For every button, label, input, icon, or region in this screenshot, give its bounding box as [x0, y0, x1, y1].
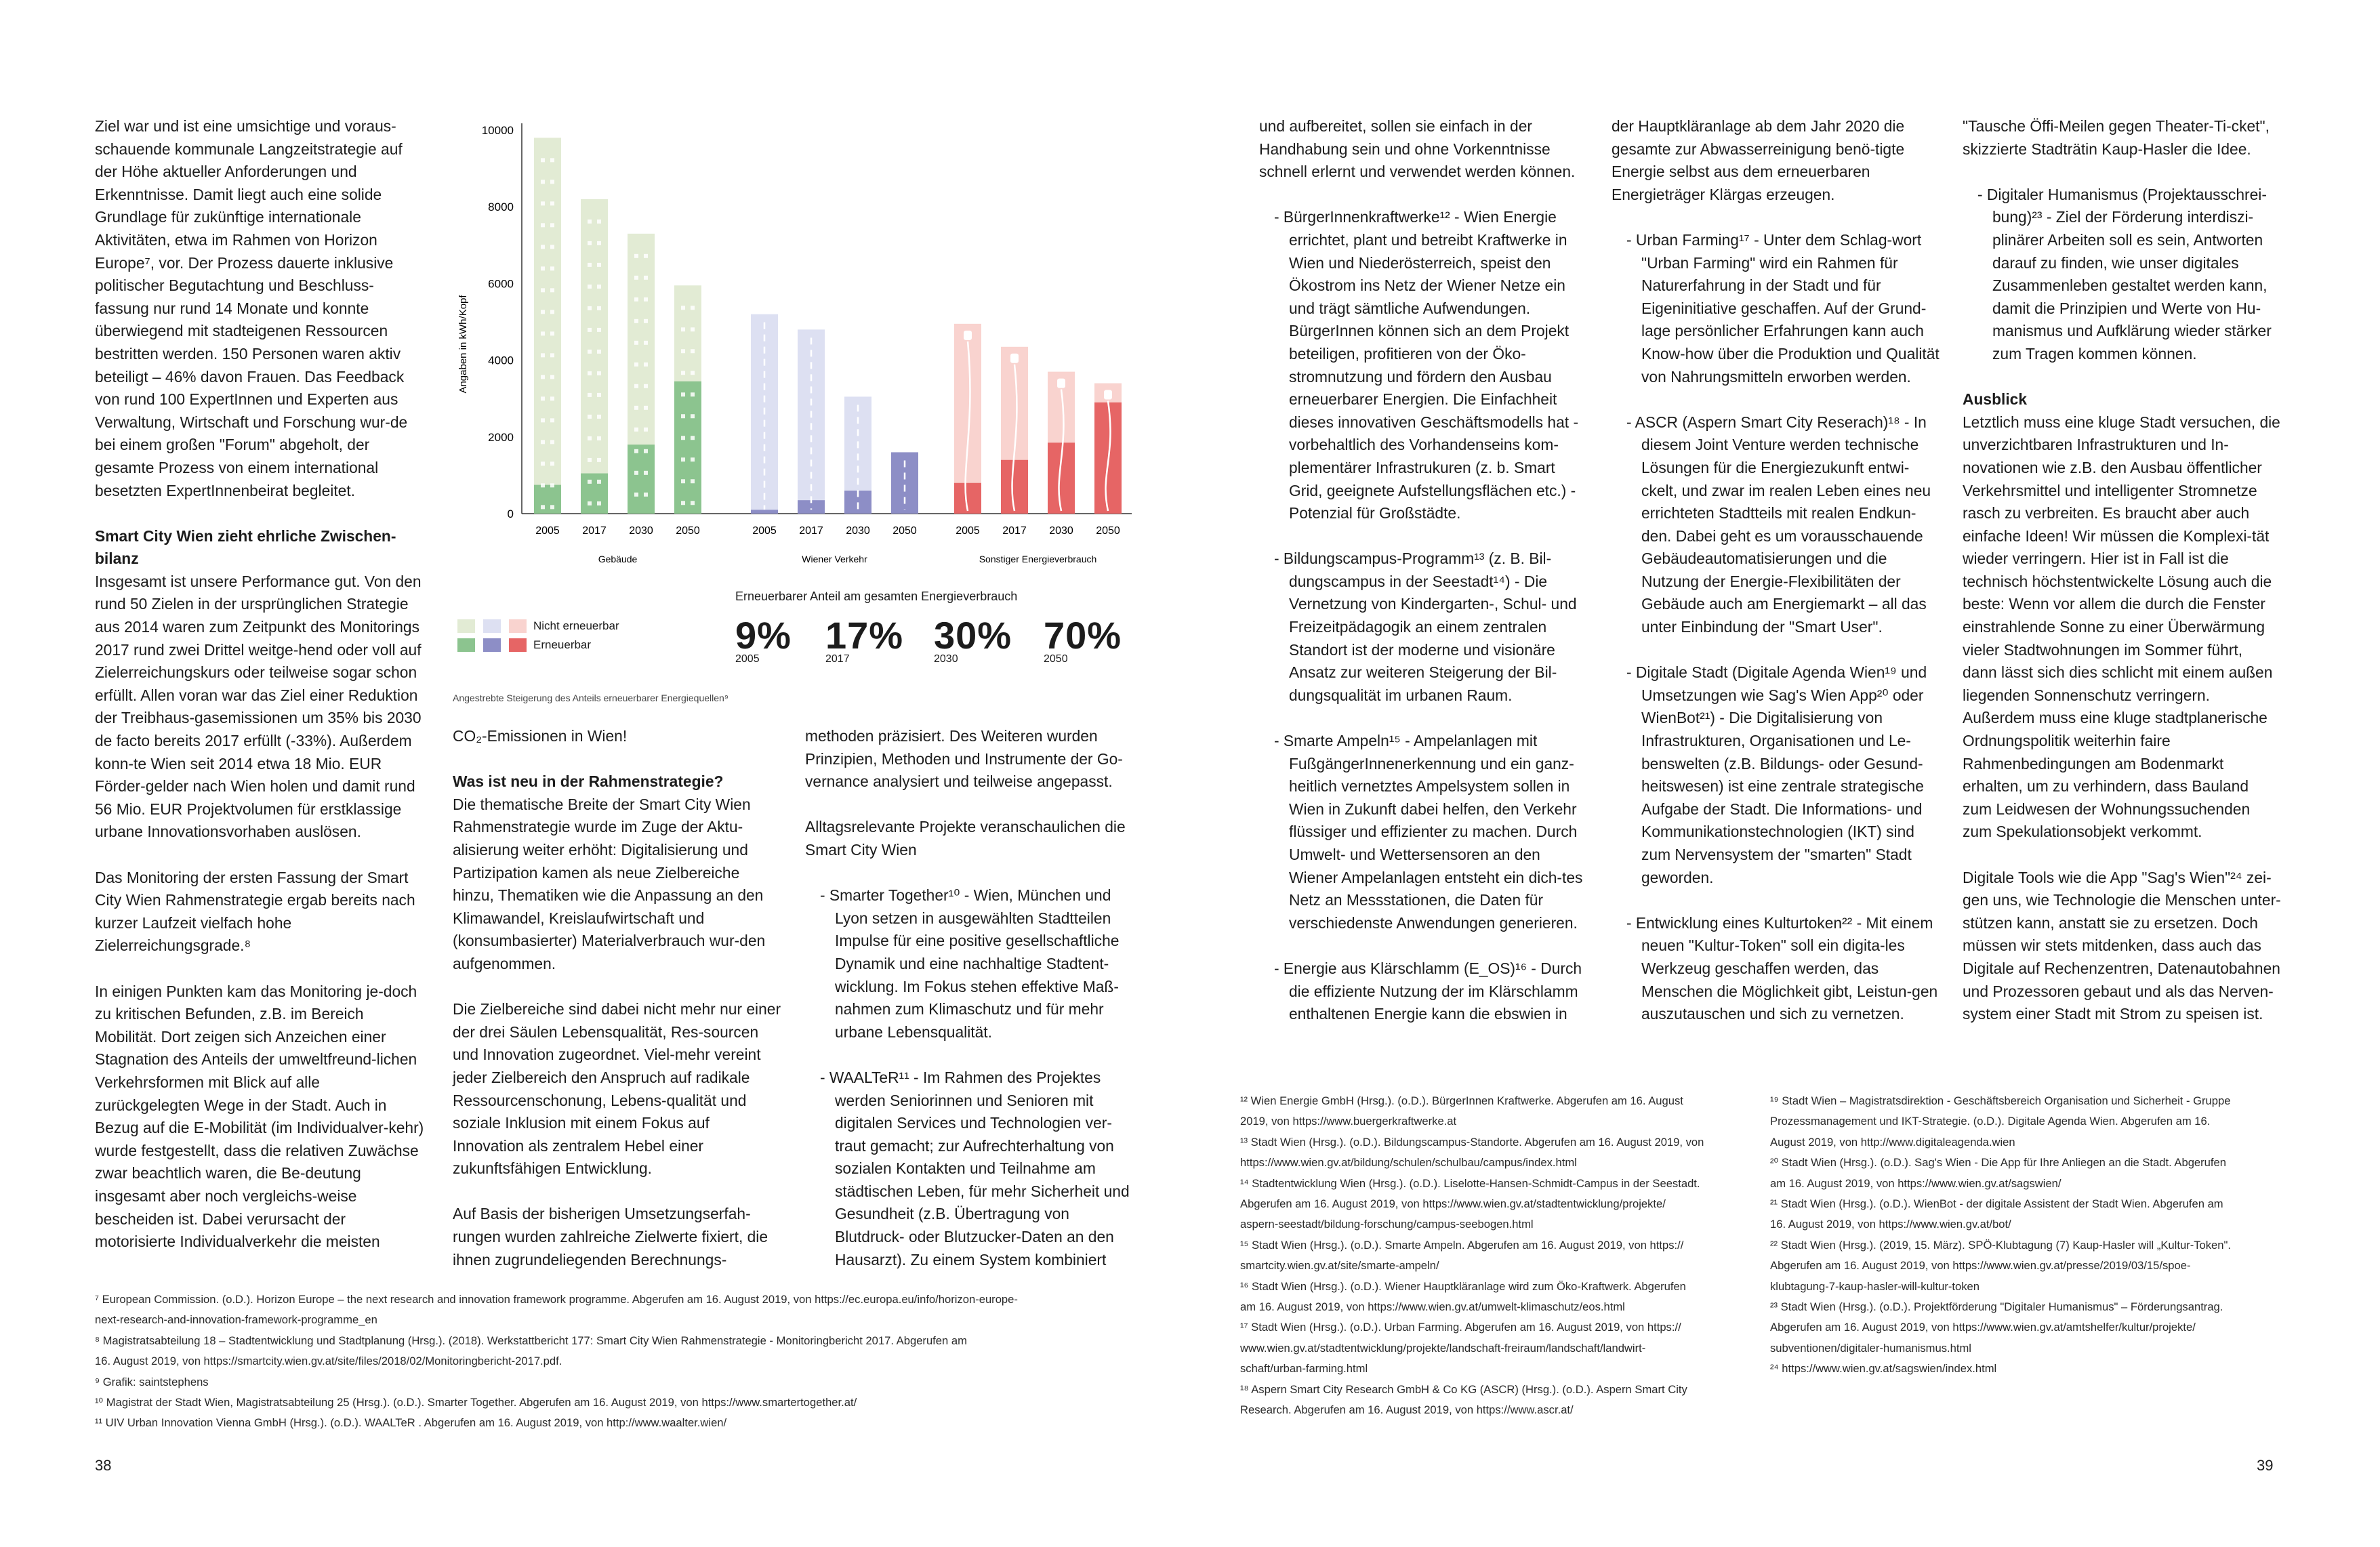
- bar-texture-dot: [681, 371, 685, 375]
- x-tick-label: 2030: [629, 525, 653, 537]
- bar-texture-dot: [541, 288, 545, 292]
- bar-texture-dot: [634, 471, 638, 475]
- y-tick-label: 8000: [488, 201, 514, 214]
- y-tick-label: 10000: [481, 124, 514, 137]
- bar-texture-dot: [588, 263, 592, 267]
- footnote-line: am 16. August 2019, von https://www.wien.gv.at/sagswien/: [1770, 1176, 2061, 1190]
- p39-footnotes-left: [1240, 1091, 1704, 1421]
- legend-renewable: Erneuerbar: [533, 638, 592, 651]
- paragraph: Das Monitoring der ersten Fassung der Smart City Wien Rahmenstrategie ergab bereits nach kurzer Laufzeit vielfach hohe Zielerreichungsgrade.⁸: [95, 868, 415, 955]
- bar-texture-dot: [588, 415, 592, 419]
- p38-col3: [805, 725, 1137, 1294]
- bar-texture-dot: [541, 331, 545, 335]
- bar-texture-dot: [597, 220, 601, 224]
- bar-texture-dot: [634, 363, 638, 367]
- x-tick-label: 2005: [956, 525, 980, 537]
- bar-texture-dot: [588, 480, 592, 484]
- footnote-line: ¹⁰ Magistrat der Stadt Wien, Magistratsabteilung 25 (Hrsg.). (o.D.). Smarter Together. Abgerufen am 16. August 2019, von https://www.smartertogether.at/: [95, 1396, 857, 1409]
- p38-col2: [453, 725, 785, 1294]
- bar-texture-dot: [550, 201, 554, 205]
- footnote-line: klubtagung-7-kaup-hasler-will-kultur-token: [1770, 1279, 1979, 1293]
- footnote-line: ¹² Wien Energie GmbH (Hrsg.). (o.D.). BürgerInnen Kraftwerke. Abgerufen am 16. August: [1240, 1094, 1683, 1107]
- pct-value: 70%: [1044, 614, 1122, 657]
- footnote-line: https://www.wien.gv.at/bildung/schulen/schulbau/campus/index.html: [1240, 1156, 1577, 1170]
- paragraph: Digitale Tools wie die App "Sag's Wien"²⁴ zei-gen uns, wie Technologie die Menschen unter-stützen kann, anstatt sie zu ersetzen. Doch müssen wir stets mitdenken, dass auch das Digitale auf Rechenzentren, Datenautobahnen und Prozessoren gebaut und als das Nerven-system einer Stadt mit Strom zu speisen ist.: [1963, 868, 2281, 1023]
- bar-texture-dot: [597, 371, 601, 375]
- bar-renewable: [581, 474, 608, 514]
- bar-texture-dot: [588, 220, 592, 224]
- bar-renewable: [628, 445, 655, 514]
- bar-texture-dot: [550, 505, 554, 509]
- bar-texture-dot: [691, 371, 695, 375]
- chart-caption: Angestrebte Steigerung des Anteils erneuerbarer Energiequellen⁹: [453, 693, 729, 703]
- paragraph: Letztlich muss eine kluge Stadt versuchen, die unverzichtbaren Infrastrukturen und In-novationen wie z.B. den Ausbau öffentlicher Verkehrsmittel und intelligenter Stromnetze rasch zu verbreiten. Es braucht aber auch einfache Ideen! Wir müssen die Komplexi-tät wieder verringern. Hier ist in Fall ist die technisch höchstentwickelte Lösung auch die beste: Wenn vor allem die durch die Fenster einstrahlende Sonne zu einer Überwärmung vieler Stadtwohnungen im Sommer führt, dann lässt sich dies schlicht mit einem außen liegenden Sonnenschutz verringern. Außerdem muss eine kluge stadtplanerische Ordnungspolitik weiterhin faire Rahmenbedingungen am Bodenmarkt erhalten, um zu verhindern, dass Bauland zum Leidwesen der Wohnungssuchenden zum Spekulationsobjekt verkommt.: [1963, 413, 2280, 841]
- bullet-item: - Bildungscampus-Programm¹³ (z. B. Bil-dungscampus in der Seestadt¹⁴) - Die Vernetzung von Kindergarten-, Schul- und Freizeitpädagogik an einem zentralen Standort ist der moderne und visionäre Ansatz zur weiteren Steigerung der Bil-dungsqualität im urbanen Raum.: [1274, 550, 1577, 704]
- bar-texture-dot: [681, 349, 685, 353]
- bullet-item: - Digitaler Humanismus (Projektausschrei-bung)²³ - Ziel der Förderung interdiszi-plinärer Arbeiten soll es sein, Antworten darauf zu finden, wie unser digitales Zusammenleben gestaltet werden kann, damit die Prinzipien und Werte von Hu-manismus und Aufklärung wieder stärker zum Tragen kommen können.: [1977, 185, 2272, 363]
- bar-texture-dot: [681, 306, 685, 310]
- footnote-line: ¹⁸ Aspern Smart City Research GmbH & Co KG (ASCR) (Hrsg.). (o.D.). Aspern Smart City: [1240, 1382, 1687, 1396]
- p38-col1: [95, 115, 427, 1276]
- energy-chart: [447, 115, 1166, 576]
- bar-texture-dot: [597, 480, 601, 484]
- bar-texture-dot: [681, 479, 685, 483]
- bar-texture-dot: [588, 501, 592, 506]
- bar-texture-dot: [634, 276, 638, 280]
- bar-texture-dot: [691, 501, 695, 505]
- footnote-line: ⁹ Grafik: saintstephens: [95, 1375, 209, 1388]
- bar-texture-dot: [634, 384, 638, 388]
- bar-texture-dot: [691, 306, 695, 310]
- bar-texture-dot: [597, 436, 601, 440]
- bar-texture-dot: [541, 440, 545, 444]
- bar-texture-dot: [634, 341, 638, 345]
- bar-texture-dot: [550, 288, 554, 292]
- footnote-line: ¹⁷ Stadt Wien (Hrsg.). (o.D.). Urban Farming. Abgerufen am 16. August 2019, von https://: [1240, 1321, 1681, 1334]
- pct-2050: [1044, 613, 1122, 665]
- footnote-line: Abgerufen am 16. August 2019, von https://www.wien.gv.at/stadtentwicklung/projekte/: [1240, 1197, 1666, 1211]
- bullet-item: - Digitale Stadt (Digitale Agenda Wien¹⁹ und Umsetzungen wie Sag's Wien App²⁰ oder WienBot²¹) - Die Digitalisierung von Infrastrukturen, Organisationen und Le-benswelten (z.B. Bildungs- oder Gesund-heitswesen) ist eine zentrale strategische Aufgabe der Stadt. Die Informations- und Kommunikationstechnologien (IKT) sind zum Nervensystem der "smarten" Stadt geworden.: [1626, 663, 1927, 886]
- footnote-line: August 2019, von http://www.digitaleagenda.wien: [1770, 1135, 2015, 1149]
- bar-texture-dot: [644, 319, 648, 323]
- plug-icon: [1104, 390, 1112, 400]
- y-tick-label: 0: [507, 508, 514, 520]
- pct-year: 2005: [735, 653, 760, 665]
- bar-renewable: [674, 381, 701, 514]
- footnote-line: smartcity.wien.gv.at/site/smarte-ampeln/: [1240, 1259, 1439, 1273]
- bar-texture-dot: [550, 331, 554, 335]
- footnote-line: aspern-seestadt/bildung-forschung/campus-seebogen.html: [1240, 1218, 1534, 1231]
- bullet-item: - Entwicklung eines Kulturtoken²² - Mit einem neuen "Kultur-Token" soll ein digita-les Werkzeug geschaffen werden, das Menschen die Möglichkeit gibt, Leistun-gen auszutauschen und sich zu vernetzen.: [1626, 913, 1938, 1023]
- bar-texture-dot: [644, 428, 648, 432]
- bar-texture-dot: [588, 371, 592, 375]
- bar-texture-dot: [588, 306, 592, 310]
- bar-texture-dot: [691, 457, 695, 461]
- bar-texture-dot: [550, 483, 554, 487]
- bar-texture-dot: [681, 327, 685, 331]
- p39-col1: [1259, 115, 1591, 1048]
- plug-icon: [964, 331, 972, 340]
- legend-non-renewable: Nicht erneuerbar: [533, 619, 619, 632]
- bar-texture-dot: [634, 449, 638, 453]
- bar-texture-dot: [541, 201, 545, 205]
- pct-value: 17%: [825, 614, 904, 657]
- footnote-line: www.wien.gv.at/stadtentwicklung/projekte/landschaft-freiraum/landschaft/landwirt-: [1240, 1341, 1646, 1355]
- bar-texture-dot: [541, 418, 545, 422]
- bar-texture-dot: [644, 341, 648, 345]
- bar-non-renewable: [534, 138, 561, 514]
- group-label: Sonstiger Energieverbrauch: [979, 554, 1097, 564]
- paragraph: Ziel war und ist eine umsichtige und voraus-schauende kommunale Langzeitstrategie auf der Höhe aktueller Anforderungen und Erkenntnisse. Damit liegt auch eine solide Grundlage für zukünftige internationale Aktivitäten, etwa im Rahmen von Horizon Europe⁷, vor. Der Prozess dauerte inklusive politischer Begutachtung und Beschluss-fassung nur rund 14 Monate und konnte überwiegend mit stadteigenen Ressourcen bestritten werden. 150 Personen waren aktiv beteiligt – 46% davon Frauen. Das Feedback von rund 100 ExpertInnen und Experten aus Verwaltung, Wirtschaft und Forschung wur-de bei einem großen "Forum" abgeholt, der gesamte Prozess von einem international besetzten ExpertInnenbeirat begleitet.: [95, 117, 408, 499]
- footnote-line: ¹⁶ Stadt Wien (Hrsg.). (o.D.). Wiener Hauptkläranlage wird zum Öko-Kraftwerk. Abgerufen: [1240, 1279, 1686, 1293]
- bar-texture-dot: [541, 461, 545, 466]
- bullet-item: - Energie aus Klärschlamm (E_OS)¹⁶ - Durch die effiziente Nutzung der im Klärschlamm enthaltenen Energie kann die ebswien in: [1274, 959, 1582, 1023]
- x-tick-label: 2017: [582, 525, 607, 537]
- bar-texture-dot: [541, 310, 545, 314]
- bullet-item: - WAALTeR¹¹ - Im Rahmen des Projektes werden Seniorinnen und Senioren mit digitalen Services und Technologien ver-traut gemacht; zur Aufrechterhaltung von sozialen Kontakten und Teilnahme am städtischen Leben, für mehr Sicherheit und Gesundheit (z.B. Übertragung von Blutdruck- oder Blutzucker-Daten an den Hausarzt). Zu einem System kombiniert: [820, 1068, 1130, 1268]
- pct-2030: [934, 613, 1012, 665]
- pct-2005: [735, 613, 792, 665]
- footnote-line: 2019, von https://www.buergerkraftwerke.at: [1240, 1115, 1457, 1128]
- bar-texture-dot: [550, 396, 554, 400]
- bar-texture-dot: [588, 350, 592, 354]
- footnote-line: 16. August 2019, von https://www.wien.gv.at/bot/: [1770, 1218, 2011, 1231]
- plug-icon: [1010, 354, 1019, 363]
- x-tick-label: 2050: [1096, 525, 1120, 537]
- footnote-line: ¹⁵ Stadt Wien (Hrsg.). (o.D.). Smarte Ampeln. Abgerufen am 16. August 2019, von https://: [1240, 1238, 1684, 1252]
- x-tick-label: 2030: [846, 525, 870, 537]
- bar-texture-dot: [644, 384, 648, 388]
- bar-texture-dot: [644, 493, 648, 497]
- bar-texture-dot: [550, 158, 554, 162]
- x-tick-label: 2005: [752, 525, 777, 537]
- section-heading: Smart City Wien zieht ehrliche Zwischen-bilanz: [95, 527, 396, 568]
- p38-footnotes: [95, 1290, 1018, 1434]
- bullet-item: - BürgerInnenkraftwerke¹² - Wien Energie errichtet, plant und betreibt Kraftwerke in Wien und Niederösterreich, speist den Ökostrom ins Netz der Wiener Netze ein und trägt sämtliche Aufwendungen. BürgerInnen können sich an dem Projekt beteiligen, profitieren von der Öko-stromnutzung und fördern den Ausbau erneuerbarer Energien. Die Einfachheit dieses innovativen Geschäftsmodells hat -vorbehaltlich des Vorhandenseins kom-plementärer Infrastrukuren (z. b. Smart Grid, geeignete Aufstellungsflächen etc.) - Potenzial für Großstädte.: [1274, 208, 1579, 522]
- bar-texture-dot: [644, 254, 648, 258]
- bar-texture-dot: [550, 245, 554, 249]
- bar-texture-dot: [681, 392, 685, 396]
- bar-texture-dot: [691, 414, 695, 418]
- paragraph: methoden präzisiert. Des Weiteren wurden Prinzipien, Methoden und Instrumente der Go-vernance analysiert und teilweise angepasst.: [805, 727, 1123, 791]
- pct-year: 2017: [825, 653, 850, 665]
- group-label: Gebäude: [598, 554, 638, 564]
- bullet-item: - ASCR (Aspern Smart City Reserach)¹⁸ - In diesem Joint Venture werden technische Lösungen für die Energiezukunft entwi-ckelt, und zwar im realen Leben eines neu errichteten Stadtteils mit realen Endkun-den. Dabei geht es um vorausschauende Gebäudeautomatisierungen und die Nutzung der Energie-Flexibilitäten der Gebäude auch am Energiemarkt – all das unter Einbindung der "Smart User".: [1626, 413, 1931, 636]
- bar-texture-dot: [550, 180, 554, 184]
- x-tick-label: 2005: [535, 525, 560, 537]
- bar-texture-dot: [588, 241, 592, 245]
- y-axis-label: Angaben in kWh/Kopf: [457, 295, 469, 394]
- footnote-line: ¹³ Stadt Wien (Hrsg.). (o.D.). Bildungscampus-Standorte. Abgerufen am 16. August 2019, von: [1240, 1135, 1704, 1149]
- x-tick-label: 2030: [1049, 525, 1073, 537]
- footnote-line: ²¹ Stadt Wien (Hrsg.). (o.D.). WienBot - der digitale Assistent der Stadt Wien. Abgerufen am: [1770, 1197, 2223, 1211]
- paragraph: In einigen Punkten kam das Monitoring je-doch zu kritischen Befunden, z.B. im Bereich Mobilität. Dort zeigen sich Anzeichen einer Stagnation des Anteils der umweltfreund-lichen Verkehrsformen mit Blick auf alle zurückgelegten Wege in der Stadt. Auch in Bezug auf die E-Mobilität (im Individualver-kehr) wurde festgestellt, dass die relativen Zuwächse zwar beachtlich waren, die Be-deutung insgesamt aber noch vergleichs-weise bescheiden ist. Dabei verursacht der motorisierte Individualverkehr die meisten: [95, 982, 424, 1251]
- footnote-line: subventionen/digitaler-humanismus.html: [1770, 1341, 1971, 1355]
- bar-texture-dot: [541, 396, 545, 400]
- bar-texture-dot: [644, 297, 648, 302]
- bar-texture-dot: [681, 436, 685, 440]
- bar-texture-dot: [541, 375, 545, 379]
- bar-texture-dot: [634, 254, 638, 258]
- bar-texture-dot: [597, 501, 601, 506]
- bar-texture-dot: [588, 436, 592, 440]
- bar-texture-dot: [541, 223, 545, 227]
- pct-value: 9%: [735, 614, 792, 657]
- bar-texture-dot: [588, 458, 592, 462]
- bar-texture-dot: [634, 428, 638, 432]
- bar-texture-dot: [588, 328, 592, 332]
- bar-texture-dot: [644, 363, 648, 367]
- bar-texture-dot: [681, 414, 685, 418]
- footnote-line: ⁸ Magistratsabteilung 18 – Stadtentwicklung und Stadtplanung (Hrsg.). (2018). Werkstattbericht 177: Smart City Wien Rahmenstrategie - Monitoringbericht 2017. Abgerufen am: [95, 1334, 967, 1347]
- p39-col2: [1612, 115, 1944, 1048]
- pct-year: 2050: [1044, 653, 1068, 665]
- bar-texture-dot: [541, 483, 545, 487]
- bar-texture-dot: [634, 319, 638, 323]
- y-tick-label: 6000: [488, 277, 514, 291]
- pct-2017: [825, 613, 903, 665]
- group-label: Wiener Verkehr: [802, 554, 867, 564]
- bar-texture-dot: [644, 471, 648, 475]
- bar-texture-dot: [588, 285, 592, 289]
- bar-texture-dot: [597, 458, 601, 462]
- bar-texture-dot: [691, 436, 695, 440]
- bar-texture-dot: [597, 393, 601, 397]
- footnote-line: ²⁰ Stadt Wien (Hrsg.). (o.D.). Sag's Wien - Die App für Ihre Anliegen an die Stadt. Abgerufen: [1770, 1156, 2226, 1170]
- bar-texture-dot: [597, 285, 601, 289]
- chart-title: Erneuerbarer Anteil am gesamten Energieverbrauch: [735, 590, 1018, 603]
- footnote-line: ⁷ European Commission. (o.D.). Horizon Europe – the next research and innovation framework programme. Abgerufen am 16. August 2019, von https://ec.europa.eu/info/horizon-europe-: [95, 1293, 1018, 1306]
- footnote-line: Prozessmanagement und IKT-Strategie. (o.D.). Digitale Agenda Wien. Abgerufen am 16.: [1770, 1115, 2211, 1128]
- bar-texture-dot: [681, 457, 685, 461]
- section-heading: Was ist neu in der Rahmenstrategie?: [453, 772, 724, 791]
- paragraph: Die Zielbereiche sind dabei nicht mehr nur einer der drei Säulen Lebensqualität, Res-sourcen und Innovation zugeordnet. Viel-mehr vereint jeder Zielbereich den Anspruch auf radikale Ressourcenschonung, Lebens-qualität und soziale Inklusion mit einem Fokus auf Innovation als zentralem Hebel einer zukunftsfähigen Entwicklung.: [453, 1000, 781, 1178]
- bar-texture-dot: [681, 501, 685, 505]
- bar-texture-dot: [634, 493, 638, 497]
- x-tick-label: 2017: [799, 525, 823, 537]
- bar-texture-dot: [541, 180, 545, 184]
- footnote-line: ²² Stadt Wien (Hrsg.). (2019, 15. März). SPÖ-Klubtagung (7) Kaup-Hasler will „Kultur-Token".: [1770, 1238, 2232, 1252]
- bar-texture-dot: [541, 505, 545, 509]
- paragraph: "Tausche Öffi-Meilen gegen Theater-Ti-cket", skizzierte Stadträtin Kaup-Hasler die Idee.: [1963, 117, 2270, 158]
- x-tick-label: 2050: [676, 525, 700, 537]
- paragraph: CO₂-Emissionen in Wien!: [453, 727, 628, 745]
- x-tick-label: 2017: [1002, 525, 1027, 537]
- bar-texture-dot: [691, 327, 695, 331]
- bar-texture-dot: [597, 306, 601, 310]
- page-number-39: 39: [2257, 1457, 2274, 1474]
- bar-texture-dot: [550, 223, 554, 227]
- bar-texture-dot: [644, 406, 648, 410]
- bar-texture-dot: [597, 241, 601, 245]
- footnote-line: Abgerufen am 16. August 2019, von https://www.wien.gv.at/amtshelfer/kultur/projekte/: [1770, 1321, 2196, 1334]
- section-heading: Ausblick: [1963, 390, 2028, 409]
- bar-texture-dot: [634, 297, 638, 302]
- bar-texture-dot: [644, 276, 648, 280]
- y-tick-label: 4000: [488, 354, 514, 367]
- bar-texture-dot: [550, 375, 554, 379]
- bar-texture-dot: [550, 418, 554, 422]
- bullet-item: - Smarte Ampeln¹⁵ - Ampelanlagen mit FußgängerInnenerkennung und ein ganz-heitlich vernetztes Ampelsystem sollen in Wien in Zukunft dabei helfen, den Verkehr flüssiger und effizienter zu machen. Durch Umwelt- und Wettersensoren an den Wiener Ampelanlagen entsteht ein dich-tes Netz an Messstationen, die Daten für verschiedenste Anwendungen generieren.: [1274, 732, 1583, 932]
- footnote-line: Abgerufen am 16. August 2019, von https://www.wien.gv.at/presse/2019/03/15/spoe-: [1770, 1259, 2191, 1273]
- chart-legend: [457, 617, 619, 655]
- footnote-line: next-research-and-innovation-framework-programme_en: [95, 1313, 377, 1327]
- bar-renewable: [1001, 460, 1028, 514]
- footnote-line: schaft/urban-farming.html: [1240, 1362, 1368, 1376]
- bar-texture-dot: [588, 393, 592, 397]
- bar-texture-dot: [691, 392, 695, 396]
- bar-texture-dot: [691, 349, 695, 353]
- footnote-line: ²³ Stadt Wien (Hrsg.). (o.D.). Projektförderung "Digitaler Humanismus" – Förderungsantrag.: [1770, 1300, 2223, 1314]
- footnote-line: am 16. August 2019, von https://www.wien.gv.at/umwelt-klimaschutz/eos.html: [1240, 1300, 1625, 1314]
- bar-texture-dot: [541, 353, 545, 357]
- bar-texture-dot: [691, 479, 695, 483]
- footnote-line: ¹⁹ Stadt Wien – Magistratsdirektion - Geschäftsbereich Organisation und Sicherheit - Gruppe: [1770, 1094, 2231, 1107]
- footnote-line: Research. Abgerufen am 16. August 2019, von https://www.ascr.at/: [1240, 1403, 1574, 1417]
- bar-texture-dot: [550, 440, 554, 444]
- paragraph: Die thematische Breite der Smart City Wien Rahmenstrategie wurde im Zuge der Aktu-alisierung weiter erhöht: Digitalisierung und Partizipation kamen als neue Zielbereiche hinzu, Thematiken wie die Anpassung an den Klimawandel, Kreislaufwirtschaft und (konsumbasierter) Materialverbrauch wur-den aufgenommen.: [453, 795, 766, 972]
- bar-texture-dot: [541, 158, 545, 162]
- paragraph: der Hauptkläranlage ab dem Jahr 2020 die gesamte zur Abwasserreinigung benö-tigte Energie selbst aus dem erneuerbaren Energieträger Klärgas erzeugen.: [1612, 117, 1905, 203]
- bullet-item: - Urban Farming¹⁷ - Unter dem Schlag-wort "Urban Farming" wird ein Rahmen für Naturerfahrung in der Stadt und für Eigeninitiative geschaffen. Auf der Grund-lage persönlicher Erfahrungen kann auch Know-how über die Produktion und Qualität von Nahrungsmitteln erworben werden.: [1626, 230, 1940, 386]
- page-number-38: 38: [95, 1457, 112, 1474]
- bar-texture-dot: [541, 245, 545, 249]
- x-tick-label: 2050: [893, 525, 917, 537]
- bar-renewable: [534, 485, 561, 514]
- footnote-line: ¹¹ UIV Urban Innovation Vienna GmbH (Hrsg.). (o.D.). WAALTeR . Abgerufen am 16. August 2019, von http://www.waalter.wien/: [95, 1416, 727, 1430]
- p39-footnotes-right: [1770, 1091, 2231, 1380]
- footnote-line: ²⁴ https://www.wien.gv.at/sagswien/index.html: [1770, 1362, 1997, 1376]
- footnote-line: ¹⁴ Stadtentwicklung Wien (Hrsg.). (o.D.). Liselotte-Hansen-Schmidt-Campus in der Seestadt.: [1240, 1176, 1700, 1190]
- bar-texture-dot: [597, 263, 601, 267]
- pct-year: 2030: [934, 653, 958, 665]
- bar-non-renewable: [581, 199, 608, 514]
- bullet-item: - Smarter Together¹⁰ - Wien, München und Lyon setzen in ausgewählten Stadtteilen Impulse für eine positive gesellschaftliche Dynamik und eine nachhaltige Stadtent-wicklung. Im Fokus stehen effektive Maß-nahmen zum Klimaschutz und für mehr urbane Lebensqualität.: [820, 886, 1120, 1041]
- plug-icon: [1057, 379, 1065, 388]
- paragraph: Insgesamt ist unsere Performance gut. Von den rund 50 Zielen in der ursprünglichen Strategie aus 2014 waren zum Zeitpunkt des Monitorings 2017 rund zwei Drittel weitge-hend oder voll auf Zielerreichungskurs oder teilweise sogar schon erfüllt. Allen voran war das Ziel einer Reduktion der Treibhaus-gasemissionen um 35% bis 2030 de facto bereits 2017 erfüllt (-33%). Außerdem konn-te Wien seit 2014 etwa 18 Mio. EUR Förder-gelder nach Wien holen und damit rund 56 Mio. EUR Projektvolumen für erstklassige urbane Innovationsvorhaben auslösen.: [95, 572, 422, 841]
- paragraph: Alltagsrelevante Projekte veranschaulichen die Smart City Wien: [805, 818, 1126, 859]
- bar-renewable: [751, 510, 778, 514]
- bar-texture-dot: [550, 461, 554, 466]
- paragraph: Auf Basis der bisherigen Umsetzungserfah-rungen wurden zahlreiche Zielwerte fixiert, die ihnen zugrundeliegenden Berechnungs-: [453, 1205, 768, 1268]
- pct-value: 30%: [934, 614, 1012, 657]
- bar-texture-dot: [597, 415, 601, 419]
- paragraph: und aufbereitet, sollen sie einfach in der Handhabung sein und ohne Vorkenntnisse schnell erlernt und verwendet werden können.: [1259, 117, 1576, 181]
- bar-texture-dot: [550, 310, 554, 314]
- bar-texture-dot: [597, 350, 601, 354]
- bar-texture-dot: [541, 266, 545, 270]
- bar-texture-dot: [597, 328, 601, 332]
- bar-texture-dot: [550, 266, 554, 270]
- bar-texture-dot: [550, 353, 554, 357]
- y-tick-label: 2000: [488, 430, 514, 444]
- bar-texture-dot: [634, 406, 638, 410]
- footnote-line: 16. August 2019, von https://smartcity.wien.gv.at/site/files/2018/02/Monitoringbericht-2017.pdf.: [95, 1355, 562, 1368]
- p39-col3: [1963, 115, 2281, 1048]
- bar-texture-dot: [644, 449, 648, 453]
